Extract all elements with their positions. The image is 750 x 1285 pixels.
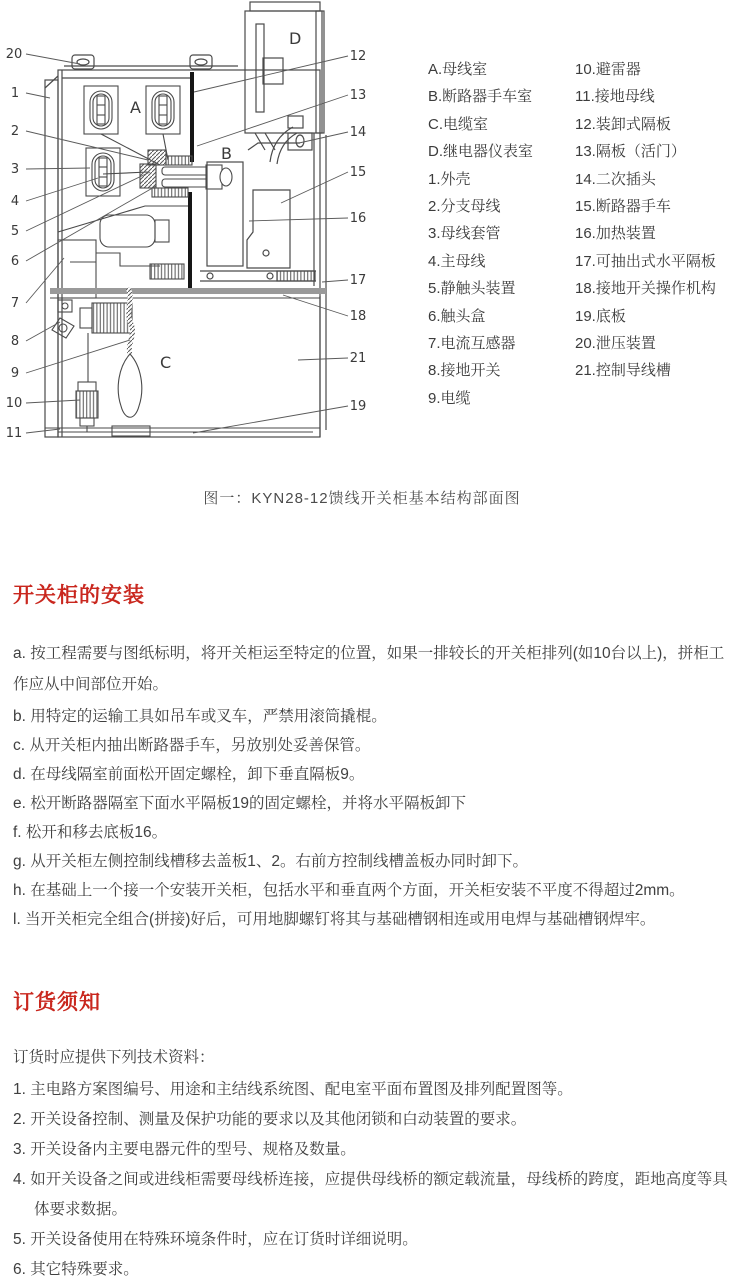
compartment-b-label: B <box>221 144 232 163</box>
installation-paragraph-g: g. 从开关柜左侧控制线槽移去盖板1、2。右前方控制线槽盖板办同时卸下。 <box>13 853 528 870</box>
mid-devices <box>58 215 184 298</box>
callout-7: 7 <box>10 296 20 311</box>
ordering-intro: 订货时应提供下列技术资料： <box>13 1049 215 1066</box>
callout-9: 9 <box>10 366 20 381</box>
callout-4: 4 <box>10 194 20 209</box>
compartment-a-label: A <box>130 98 141 117</box>
legend-item: 10.避雷器 <box>575 61 641 78</box>
legend-item: 21.控制导线槽 <box>575 362 671 380</box>
ordering-item-5: 5. 开关设备使用在特殊环境条件时，应在订货时详细说明。 <box>13 1231 418 1248</box>
compartment-d-label: D <box>289 29 302 48</box>
contact-assembly <box>140 150 232 197</box>
callout-6: 6 <box>10 254 20 269</box>
figure-block <box>0 0 750 532</box>
ordering-item-6: 6. 其它特殊要求。 <box>13 1261 139 1278</box>
legend-item: 14.二次插头 <box>575 170 656 188</box>
callout-21: 21 <box>349 351 367 366</box>
content-area <box>0 579 750 1285</box>
figure-caption: 图一：KYN28-12馈线开关柜基本结构部面图 <box>203 490 521 507</box>
callout-leader-lines <box>26 54 348 433</box>
switchgear-section-diagram <box>0 0 430 470</box>
horizontal-partition <box>50 288 326 298</box>
legend-item: 9.电缆 <box>428 389 471 407</box>
legend-item: 20.泄压装置 <box>575 335 656 353</box>
callout-2: 2 <box>10 124 20 139</box>
legend-item: 11.接地母线 <box>575 88 655 106</box>
callout-5: 5 <box>10 224 20 239</box>
installation-paragraph-h: h. 在基础上一个接一个安装开关柜，包括水平和垂直两个方面，开关柜安装不平度不得超过2mm。 <box>13 882 685 899</box>
compartment-d-box <box>245 2 324 150</box>
installation-paragraph-e: e. 松开断路器隔室下面水平隔板19的固定螺栓，并将水平隔板卸下 <box>13 795 466 812</box>
callout-12: 12 <box>349 49 367 64</box>
callout-1: 1 <box>10 86 20 101</box>
legend-column-2 <box>575 56 750 412</box>
legend-item: 8.接地开关 <box>428 362 501 380</box>
legend-item: 17.可抽出式水平隔板 <box>575 252 716 270</box>
callout-18: 18 <box>349 309 367 324</box>
compartment-c-label: C <box>160 353 172 372</box>
legend-item: B.断路器手车室 <box>428 88 533 106</box>
legend-item: 5.静触头装置 <box>428 280 516 298</box>
callout-8: 8 <box>10 334 20 349</box>
installation-section-heading: 开关柜的安装 <box>13 584 145 607</box>
ordering-item-4: 4. 如开关设备之间或进线柜需要母线桥连接，应提供母线桥的额定载流量，母线桥的跨度，距地高度等具体要求数据。 <box>13 1171 728 1218</box>
installation-paragraph-a: a. 按工程需要与图纸标明，将开关柜运至特定的位置，如果一排较长的开关柜排列(如10台以上)，拼柜工作应从中间部位开始。 <box>13 645 725 693</box>
legend-item: 19.底板 <box>575 307 626 325</box>
callout-16: 16 <box>349 211 367 226</box>
legend-item: 12.装卸式隔板 <box>575 115 671 133</box>
callout-10: 10 <box>5 396 23 411</box>
ordering-item-2: 2. 开关设备控制、测量及保护功能的要求以及其他闭锁和白动装置的要求。 <box>13 1111 527 1128</box>
callout-17: 17 <box>349 273 367 288</box>
callout-11: 11 <box>5 426 23 441</box>
callout-3: 3 <box>10 162 20 177</box>
installation-paragraph-f: f. 松开和移去底板16。 <box>13 824 168 841</box>
legend-item: 3.母线套管 <box>428 225 501 243</box>
legend-item: 15.断路器手车 <box>575 198 671 216</box>
legend-column-1 <box>428 56 575 412</box>
callout-20: 20 <box>5 47 23 62</box>
legend-item: D.继电器仪表室 <box>428 143 534 161</box>
ordering-section-heading: 订货须知 <box>13 991 101 1014</box>
legend-item: C.电缆室 <box>428 115 489 133</box>
legend-item: 13.隔板（活门） <box>575 143 686 161</box>
callout-14: 14 <box>349 125 367 140</box>
installation-paragraph-d: d. 在母线隔室前面松开固定螺栓，卸下垂直隔板9。 <box>13 766 365 783</box>
callout-13: 13 <box>349 88 367 103</box>
ordering-item-3: 3. 开关设备内主要电器元件的型号、规格及数量。 <box>13 1141 356 1158</box>
compartment-letters <box>130 29 301 372</box>
installation-paragraph-c: c. 从开关柜内抽出断路器手车，另放别处妥善保管。 <box>13 737 371 754</box>
callout-19: 19 <box>349 399 367 414</box>
ordering-item-1: 1. 主电路方案图编号、用途和主结线系统图、配电室平面布置图及排列配置图等。 <box>13 1081 573 1098</box>
cable-room-devices <box>45 288 320 436</box>
installation-paragraph-l: l. 当开关柜完全组合(拼接)好后，可用地脚螺钉将其与基础槽钢相连或用电焊与基础槽钢焊牢。 <box>13 911 656 928</box>
callout-15: 15 <box>349 165 367 180</box>
callout-numbers <box>6 47 367 441</box>
legend-item: 16.加热装置 <box>575 225 656 243</box>
legend-item: 7.电流互感器 <box>428 335 516 353</box>
cabinet-outline <box>45 55 326 437</box>
breaker-handcart <box>200 116 316 281</box>
parts-legend <box>428 56 750 412</box>
legend-item: 2.分支母线 <box>428 198 501 216</box>
legend-item: A.母线室 <box>428 61 488 78</box>
legend-item: 1.外壳 <box>428 170 471 188</box>
legend-item: 6.触头盒 <box>428 307 486 325</box>
legend-item: 18.接地开关操作机构 <box>575 280 716 298</box>
legend-item: 4.主母线 <box>428 252 486 270</box>
installation-paragraph-b: b. 用特定的运输工具如吊车或叉车，严禁用滚筒撬棍。 <box>13 708 387 725</box>
